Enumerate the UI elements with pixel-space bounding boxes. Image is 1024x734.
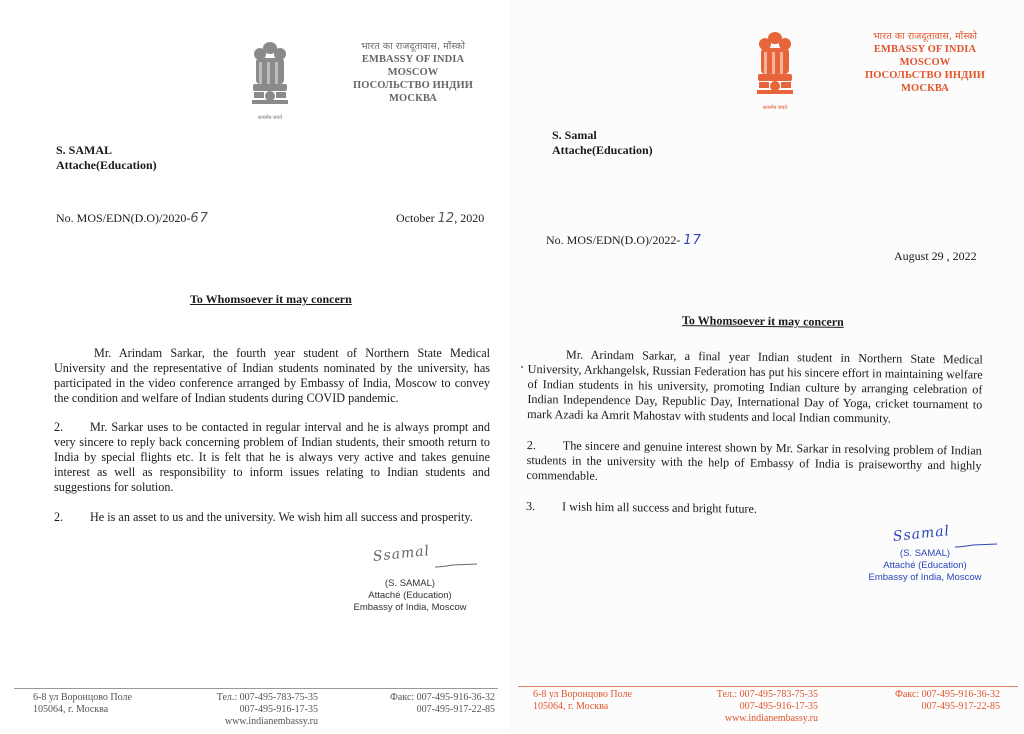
footer-fax: Факс: 007-495-916-36-32 007-495-917-22-85 [390, 692, 495, 715]
date-handwritten-day: 12 [437, 211, 455, 226]
emblem-motto: सत्यमेव जयते [762, 106, 788, 111]
footer-fax: Факс: 007-495-916-36-32 007-495-917-22-85 [895, 689, 1000, 712]
sender-name: S. SAMAL [56, 143, 113, 157]
signatory-org: Embassy of India, Moscow [353, 602, 467, 613]
scan-artifact [521, 366, 523, 368]
footer-website: www.indianembassy.ru [224, 716, 318, 727]
ashoka-emblem-icon [245, 38, 295, 122]
paragraph-1: Mr. Arindam Sarkar, the fourth year student of Northern State Medical University and the representative of Indian students nominated by the university, has participated in the video conference arranged by Embassy of India, Moscow to convey the condition and welfare of Indian students during COVID pandemic. [54, 346, 490, 405]
reference-prefix: No. MOS/EDN(D.O)/2020- [56, 211, 191, 225]
date-year: , 2020 [454, 211, 485, 225]
reference-handwritten: 67 [190, 211, 209, 226]
footer-divider [14, 688, 498, 689]
footer-address: 6-8 ул Воронцово Поле 105064, г. Москва [533, 689, 632, 712]
signatory-name: (S. SAMAL) [899, 548, 951, 559]
reference-number [546, 233, 702, 248]
paragraph-2: 2. Mr. Sarkar uses to be contacted in regular interval and he is always prompt and very sincere to reply back concerning problem of Indian students, their smooth return to India by special flights etc. It is felt that he is always very active and takes genuine interest as well as responsibility to inform issues relating to Indian students and suggestions for solution. [54, 420, 490, 494]
letterhead-russian-city: МОСКВА [901, 83, 949, 94]
letter-date [396, 211, 484, 226]
signatory-title: Attaché (Education) [368, 590, 452, 601]
paragraph-2: 2. The sincere and genuine interest shown by Mr. Sarkar in resolving problem of Indian students in the university with the help of Embassy of India is praiseworthy and highly commendable. [526, 437, 982, 483]
letterhead-hindi: भारत का राजदूतावास, मॉस्को [872, 31, 978, 42]
ashoka-emblem-icon [750, 28, 800, 112]
footer-divider [518, 686, 1018, 687]
letterhead-russian: ПОСОЛЬСТВО ИНДИИ [352, 80, 474, 91]
letterhead [318, 40, 508, 105]
subject-line: To Whomsoever it may concern [681, 313, 844, 329]
signatory-title: Attaché (Education) [883, 560, 967, 571]
letterhead-english: EMBASSY OF INDIA [361, 54, 465, 65]
signatory-name: (S. SAMAL) [384, 578, 436, 589]
paragraph-number: 2. [54, 510, 64, 524]
paragraph-number: 3. [525, 498, 536, 514]
signature-scrawl: Ssamal [372, 543, 431, 565]
signature-scrawl: Ssamal [892, 523, 951, 545]
footer-address: 6-8 ул Воронцово Поле 105064, г. Москва [33, 692, 132, 715]
letter-2022 [510, 0, 1024, 734]
sender-title: Attache(Education) [56, 158, 157, 172]
letterhead-city: MOSCOW [899, 57, 951, 68]
letter-2020 [0, 0, 510, 734]
sender-title: Attache(Education) [552, 143, 653, 157]
emblem-motto: सत्यमेव जयते [257, 116, 283, 121]
letterhead-hindi: भारत का राजदूतावास, मॉस्को [360, 41, 466, 52]
sender-block [56, 143, 157, 173]
paragraph-number: 2. [526, 437, 537, 453]
signature-block [330, 578, 490, 614]
signature-block [845, 548, 1005, 584]
footer-telephone: Тел.: 007-495-783-75-35 007-495-916-17-35 www.indianembassy.ru [700, 689, 818, 725]
paragraph-3: 3. I wish him all success and bright future. [525, 498, 758, 516]
reference-handwritten: 17 [683, 233, 702, 248]
paragraph-1: Mr. Arindam Sarkar, a final year Indian student in Northern State Medical University, Arkhangelsk, Russian Federation has put his sincere effort in maintaining welfare of Indian students in his university, promoting Indian culture by arranging celebration of Indian Independence Day, Republic Day, International Day of Yoga, cricket tournament to mark Azadi ka Amrit Mahostav with students and local Indian community. [527, 347, 983, 426]
letterhead-english: EMBASSY OF INDIA [873, 44, 977, 55]
sender-block [552, 128, 653, 158]
signatory-org: Embassy of India, Moscow [868, 572, 982, 583]
letter-date: August 29 , 2022 [894, 249, 977, 263]
footer-telephone: Тел.: 007-495-783-75-35 007-495-916-17-35 www.indianembassy.ru [200, 692, 318, 728]
letter-body [54, 346, 490, 539]
letter-body [526, 347, 983, 534]
reference-number [56, 211, 209, 226]
reference-prefix: No. MOS/EDN(D.O)/2022- [546, 233, 684, 247]
letterhead [830, 30, 1020, 95]
letterhead-russian-city: МОСКВА [389, 93, 437, 104]
letterhead-city: MOSCOW [387, 67, 439, 78]
date-month: October [396, 211, 435, 225]
signature [365, 545, 485, 575]
footer-website: www.indianembassy.ru [724, 713, 818, 724]
letterhead-russian: ПОСОЛЬСТВО ИНДИИ [864, 70, 986, 81]
paragraph-number: 2. [54, 420, 64, 434]
subject-line: To Whomsoever it may concern [190, 292, 352, 306]
paragraph-3: 2. He is an asset to us and the university. We wish him all success and prosperity. [54, 510, 473, 524]
sender-name: S. Samal [552, 128, 597, 142]
